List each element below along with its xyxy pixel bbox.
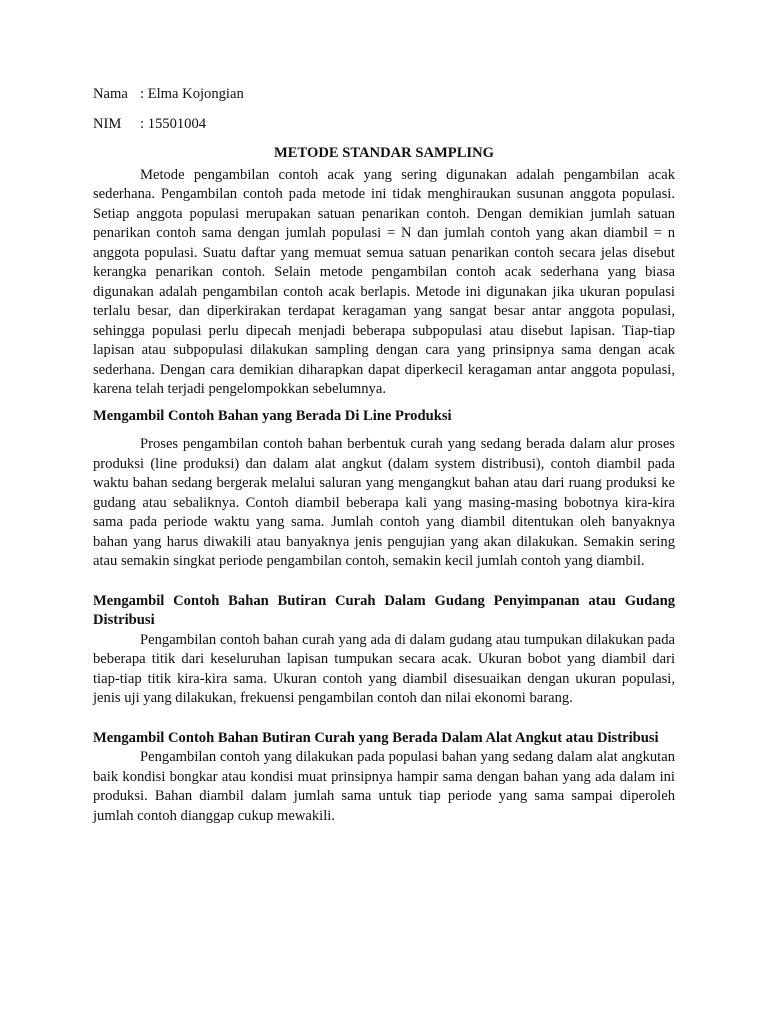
section-heading-alat-angkut: Mengambil Contoh Bahan Butiran Curah yang Berada Dalam Alat Angkut atau Distribusi xyxy=(93,729,659,746)
nim-row xyxy=(93,115,675,135)
section-body-line-produksi: Proses pengambilan contoh bahan berbentuk curah yang sedang berada dalam alur proses produksi (line produksi) dan dalam alat angkut (dalam system distribusi), contoh diambil pada waktu bahan sedang bergerak melalui saluran yang mengangkut bahan atau dari ruang produksi ke gudang atau sebaliknya. Contoh diambil beberapa kali yang masing-masing bobotnya kira-kira sama pada periode waktu yang sama. Jumlah contoh yang diambil ditentukan oleh banyaknya bahan yang harus diwakili atau banyaknya jenis pengujian yang akan dilakukan. Semakin sering atau semakin singkat periode pengambilan contoh, semakin kecil jumlah contoh yang diambil. xyxy=(93,436,675,569)
section-body-alat-angkut: Pengambilan contoh yang dilakukan pada populasi bahan yang sedang dalam alat angkutan baik kondisi bongkar atau kondisi muat prinsipnya hampir sama dengan bahan yang ada dalam ini produksi. Bahan diambil dalam jumlah sama untuk tiap periode yang sama sampai diperoleh jumlah contoh dianggap cukup mewakili. xyxy=(93,749,675,824)
name-value: : Elma Kojongian xyxy=(140,86,244,102)
name-label: Nama xyxy=(93,86,128,102)
section-heading-line-produksi: Mengambil Contoh Bahan yang Berada Di Line Produksi xyxy=(93,407,452,424)
intro-paragraph: Metode pengambilan contoh acak yang sering digunakan adalah pengambilan acak sederhana. Pengambilan contoh pada metode ini tidak menghiraukan susunan anggota populasi. Setiap anggota populasi merupakan satuan penarikan contoh. Dengan demikian jumlah satuan penarikan contoh sama dengan jumlah populasi = N dan jumlah contoh yang akan diambil = n anggota populasi. Suatu daftar yang memuat semua satuan penarikan contoh secara jelas disebut kerangka penarikan contoh. Selain metode pengambilan contoh acak sederhana yang biasa digunakan adalah pengambilan contoh acak berlapis. Metode ini digunakan jika ukuran populasi terlalu besar, dan diperkirakan terdapat keragaman yang sangat besar antar anggota populasi, sehingga populasi perlu dipecah menjadi beberapa subpopulasi atau disebut lapisan. Tiap-tiap lapisan atau subpopulasi dilakukan sampling dengan cara yang prinsipnya sama dengan acak sederhana. Dengan cara demikian diharapkan dapat diperkecil keragaman antar anggota populasi, karena telah terjadi pengelompokkan sebelumnya. xyxy=(93,166,675,397)
document-body xyxy=(93,85,675,826)
section-heading-gudang: Mengambil Contoh Bahan Butiran Curah Dalam Gudang Penyimpanan atau Gudang Distribusi xyxy=(93,592,675,628)
document-title: METODE STANDAR SAMPLING xyxy=(273,145,494,161)
nim-label: NIM xyxy=(93,115,122,132)
section-body-gudang: Pengambilan contoh bahan curah yang ada di dalam gudang atau tumpukan dilakukan pada beberapa titik dari keseluruhan lapisan tumpukan secara acak. Ukuran bobot yang diambil dari tiap-tiap titik kira-kira sama. Ukuran contoh yang diambil disesuaikan dengan ukuran populasi, jenis uji yang dilakukan, frekuensi pengambilan contoh dan nilai ekonomi barang. xyxy=(93,631,675,706)
name-row xyxy=(93,85,675,105)
nim-value: : 15501004 xyxy=(140,115,207,132)
